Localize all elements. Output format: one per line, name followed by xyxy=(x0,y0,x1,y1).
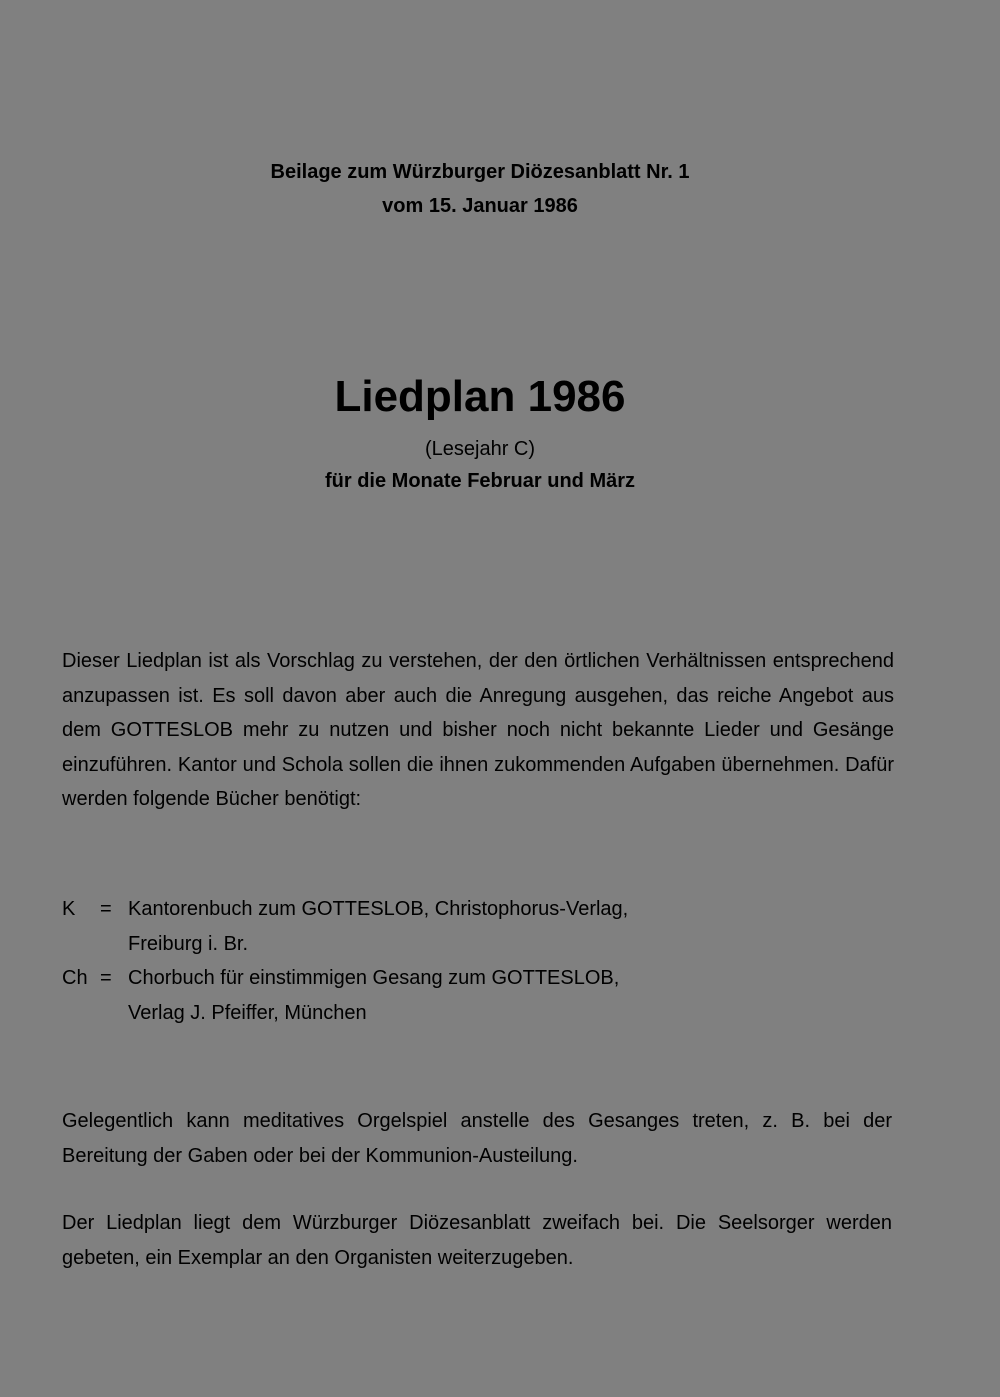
book-description xyxy=(128,961,902,1030)
page-subtitle: (Lesejahr C) xyxy=(424,438,536,460)
header-supplement-line: Beilage zum Würzburger Diözesanblatt Nr. 1 xyxy=(270,161,690,183)
book-entry-kantorenbuch xyxy=(62,892,902,961)
book-list xyxy=(62,892,902,1030)
intro-paragraph: Dieser Liedplan ist als Vorschlag zu verstehen, der den örtlichen Verhältnissen entsprechend anzupassen ist. Es soll davon aber auch die Anregung ausgehen, das reiche Angebot aus dem GOTTESLOB mehr zu nutzen und bisher noch nicht bekannte Lieder und Gesänge einzuführen. Kantor und Schola sollen die ihnen zukommenden Aufgaben übernehmen. Dafür werden folgende Bücher benötigt: xyxy=(62,650,894,811)
months-line: für die Monate Februar und März xyxy=(324,470,636,492)
equals-sign: = xyxy=(100,967,112,989)
distribution-note-paragraph: Der Liedplan liegt dem Würzburger Diözesanblatt zweifach bei. Die Seelsorger werden gebeten, ein Exemplar an den Organisten weiterzugeben. xyxy=(62,1212,892,1269)
title-block xyxy=(0,365,960,495)
header xyxy=(0,155,960,223)
equals-sign: = xyxy=(100,898,112,920)
book-title-line: Kantorenbuch zum GOTTESLOB, Christophorus-Verlag, xyxy=(128,898,629,920)
book-publisher-line: Freiburg i. Br. xyxy=(128,932,249,955)
book-title-line: Chorbuch für einstimmigen Gesang zum GOTTESLOB, xyxy=(128,967,620,989)
book-publisher-line: Verlag J. Pfeiffer, München xyxy=(128,1001,367,1024)
header-date-line: vom 15. Januar 1986 xyxy=(382,195,578,217)
organ-note-paragraph: Gelegentlich kann meditatives Orgelspiel anstelle des Gesanges treten, z. B. bei der Bereitung der Gaben oder bei der Kommunion-Austeilung. xyxy=(62,1110,892,1167)
book-abbreviation: Ch xyxy=(62,967,88,989)
book-entry-chorbuch xyxy=(62,961,902,1030)
page-title: Liedplan 1986 xyxy=(334,372,626,421)
book-abbreviation: K xyxy=(62,898,76,920)
book-description xyxy=(128,892,902,961)
